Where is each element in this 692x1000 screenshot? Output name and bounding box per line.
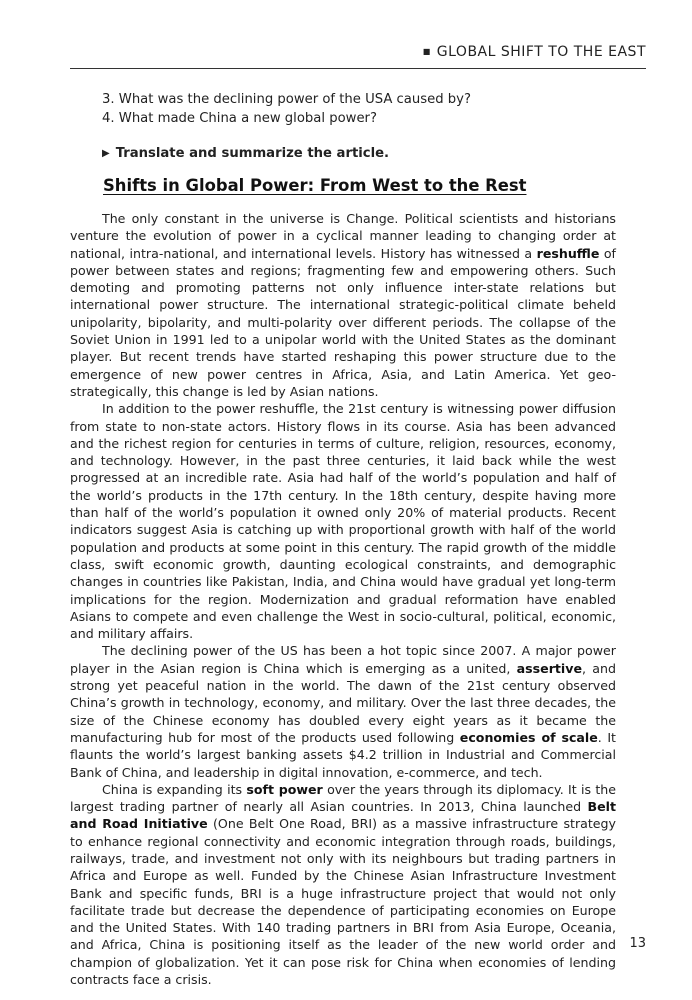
key-term: reshuffle: [536, 245, 600, 261]
page-number: 13: [629, 936, 646, 951]
header-divider: [70, 68, 646, 69]
article-body: [70, 210, 616, 988]
question-item: 4. What made China a new global power?: [102, 111, 377, 126]
article-paragraph: China is expanding its soft power over the years through its diplomacy. It is the largest trading partner of nearly all Asian countries. In 2013, China launched Belt and Road Initiative (One Belt One Road, BRI) as a massive infrastructure strategy to enhance regional connectivity and economic integration through roads, buildings, railways, trade, and investment not only with its neighbours but trading partners in Africa and Europe as well. Funded by the Chinese Asian Infrastructure Investment Bank and specific funds, BRI is a huge infrastructure project that would not only facilitate trade but decrease the dependence of participating economies on Europe and the United States. With 140 trading partners in BRI from Asia Europe, Oceania, and Africa, China is positioning itself as the leader of the new world order and champion of globalization. Yet it can pose risk for China when economies of lending contracts face a crisis.: [70, 781, 616, 988]
article-paragraph: The declining power of the US has been a hot topic since 2007. A major power player in the Asian region is China which is emerging as a united, assertive, and strong yet peaceful nation in the world. The dawn of the 21st century observed China’s growth in technology, economy, and military. Over the last three decades, the size of the Chinese economy has doubled every eight years as it became the manufacturing hub for most of the products used following economies of scale. It flaunts the world’s largest banking assets $4.2 trillion in Industrial and Commercial Bank of China, and leadership in digital innovation, e-commerce, and tech.: [70, 643, 616, 780]
square-bullet-icon: ■: [422, 47, 431, 56]
instruction-text: Translate and summarize the article.: [115, 146, 390, 161]
key-term: assertive: [516, 660, 583, 676]
key-term: soft power: [246, 781, 323, 797]
task-instruction: [102, 146, 389, 161]
question-list: [102, 90, 471, 128]
key-term: economies of scale: [459, 729, 598, 745]
key-term: Belt and Road Initiative: [70, 799, 616, 832]
question-item: 3. What was the declining power of the USA caused by?: [102, 92, 471, 107]
running-header: [423, 44, 646, 60]
triangle-arrow-icon: ▶: [102, 148, 110, 159]
running-header-title: GLOBAL SHIFT TO THE EAST: [436, 44, 646, 60]
article-title: Shifts in Global Power: From West to the Rest: [103, 176, 527, 195]
article-paragraph: The only constant in the universe is Change. Political scientists and historians venture the evolution of power in a cyclical manner leading to changing order at national, intra-national, and international levels. History has witnessed a reshuffle of power between states and regions; fragmenting few and empowering others. Such demoting and promoting patterns not only influence inter-state relations but international power structure. The international strategic-political climate beheld unipolarity, bipolarity, and multi-polarity over different periods. The collapse of the Soviet Union in 1991 led to a unipolar world with the United States as the dominant player. But recent trends have started reshaping this power structure due to the emergence of new power centres in Africa, Asia, and Latin America. Yet geo-strategically, this change is led by Asian nations.: [70, 211, 616, 399]
article-paragraph: In addition to the power reshuffle, the 21st century is witnessing power diffusion from state to non-state actors. History flows in its course. Asia has been advanced and the richest region for centuries in terms of culture, religion, resources, economy, and technology. However, in the past three centuries, it laid back while the west progressed at an incredible rate. Asia had half of the world’s population and half of the world’s products in the 17th century. In the 18th century, despite having more than half of the world’s population it owned only 20% of material products. Recent indicators suggest Asia is catching up with proportional growth with half of the world population and products at some point in this century. The rapid growth of the middle class, swift economic growth, daunting ecological constraints, and demographic changes in countries like Pakistan, India, and China would have gradual yet long-term implications for the region. Modernization and gradual reformation have enabled Asians to compete and even challenge the West in socio-cultural, political, economic, and military affairs.: [70, 401, 616, 642]
